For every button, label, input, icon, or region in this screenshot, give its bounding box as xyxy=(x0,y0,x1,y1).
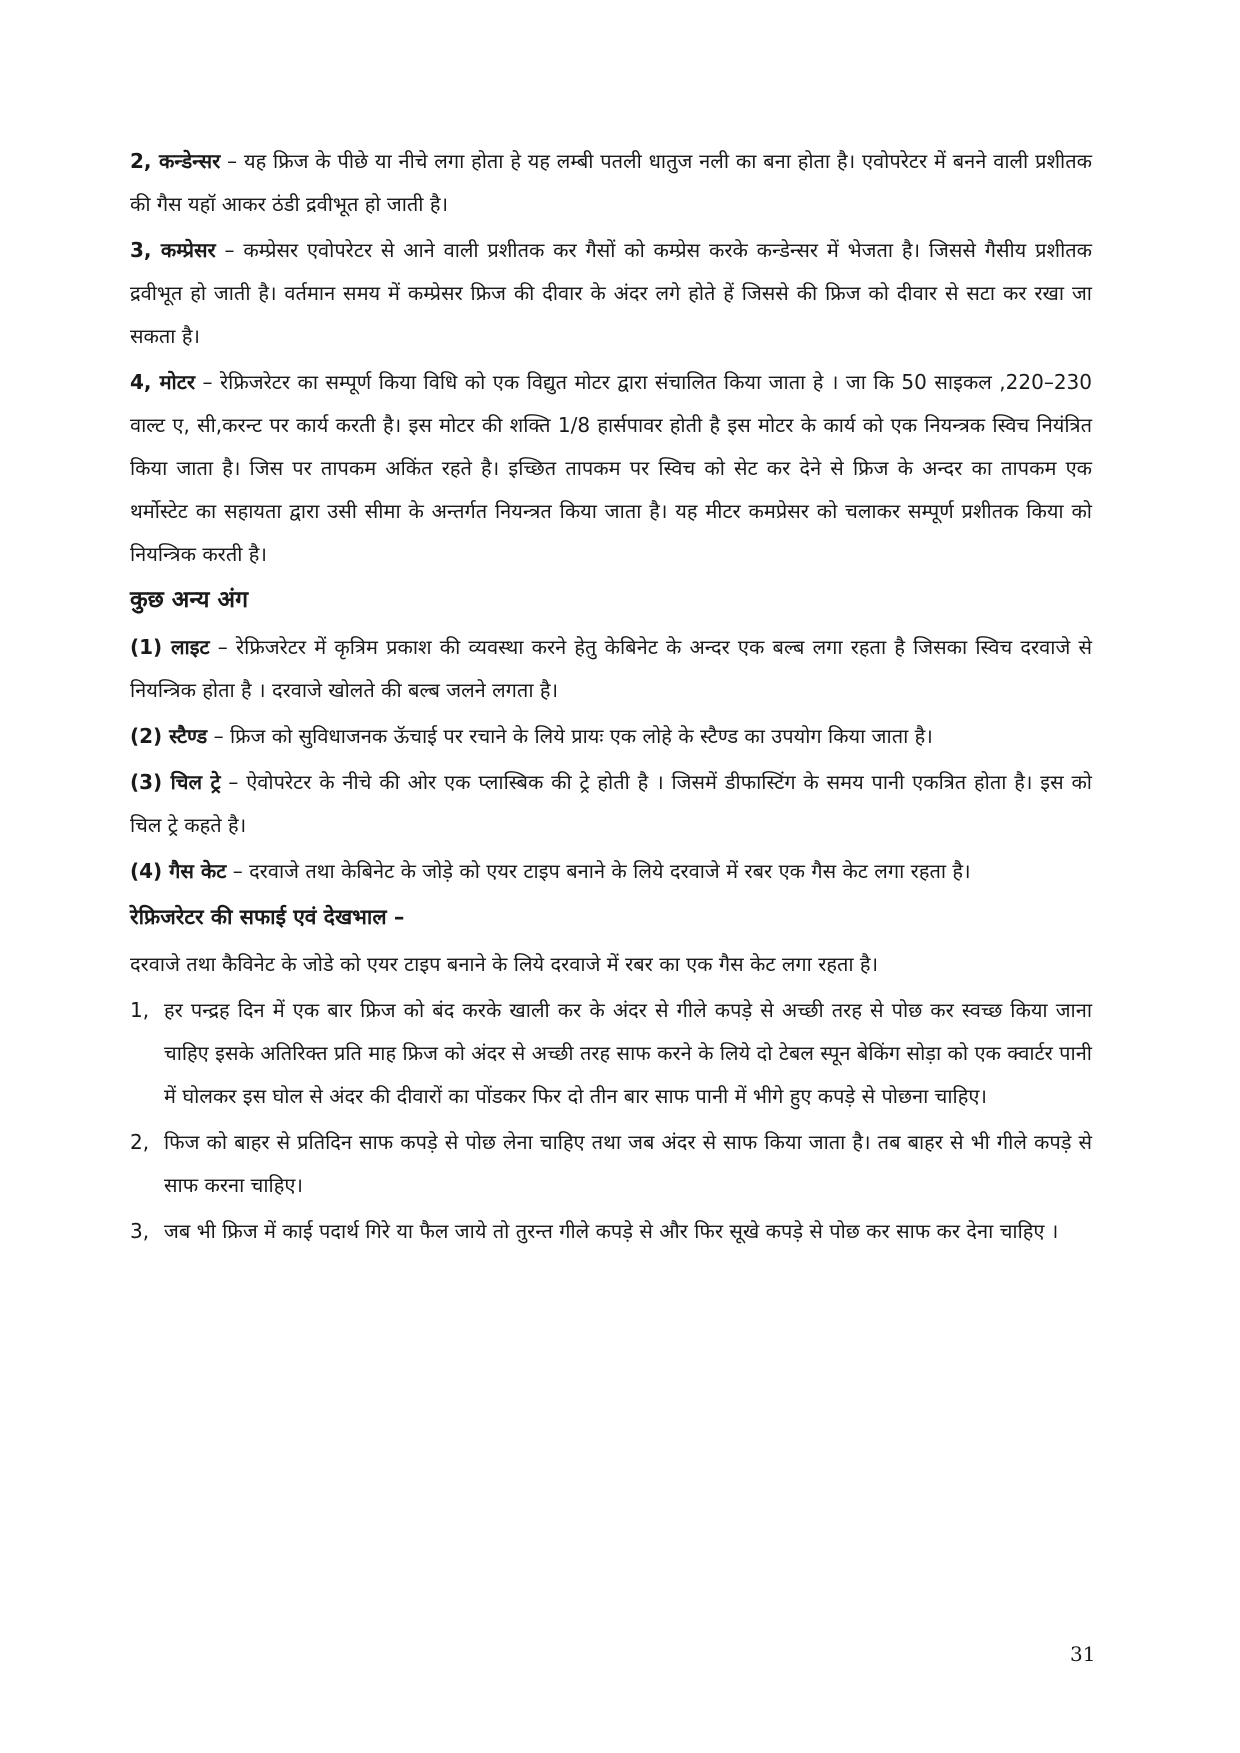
section-term: 4, मोटर xyxy=(130,370,195,394)
document-page xyxy=(130,140,1092,1256)
section-term: 2, कन्डेन्सर xyxy=(130,149,221,173)
part-gasket xyxy=(130,850,1092,893)
section-motor xyxy=(130,361,1092,576)
list-text: फिज को बाहर से प्रतिदिन साफ कपड़े से पोछ लेना चाहिए तथा जब अंदर से साफ किया जाता है। तब बाहर से भी गीले कपड़े से साफ करना चाहिए। xyxy=(164,1130,1092,1197)
part-term: (2) स्टैण्ड xyxy=(130,724,208,748)
list-text: जब भी फ्रिज में काई पदार्थ गिरे या फैल जाये तो तुरन्त गीले कपड़े से और फिर सूखे कपड़े से पोछ कर साफ कर देना चाहिए । xyxy=(164,1219,1059,1243)
care-intro: दरवाजे तथा कैविनेट के जोडे को एयर टाइप बनाने के लिये दरवाजे में रबर का एक गैस केट लगा रहता है। xyxy=(130,952,879,976)
term-separator: – xyxy=(215,238,244,262)
section-text: कम्प्रेसर एवोपरेटर से आने वाली प्रशीतक कर गैसों को कम्प्रेस करके कन्डेन्सर में भेजता है। जिससे गैसीय प्रशीतक द्रवीभूत हो जाती है। वर्तमान समय में कम्प्रेसर फ्रिज की दीवार के अंदर लगे होते हें जिससे की फ्रिज को दीवार से सटा कर रखा जा सकता है। xyxy=(130,238,1093,348)
section-text: रेफ्रिजरेटर का सम्पूर्ण किया विधि को एक विद्युत मोटर द्वारा संचालित किया जाता हे । जा कि 50 साइकल ,220–230 वाल्ट ए, सी,करन्ट पर कार्य करती है। इस मोटर की शक्ति 1/8 हार्सपावर होती है इस मोटर के कार्य को एक नियन्त्रक स्विच नियंत्रित किया जाता है। जिस पर तापकम अकिंत रहते है। इच्छित तापकम पर स्विच को सेट कर देने से फ्रिज के अन्दर का तापकम एक थर्मोस्टेट का सहायता द्वारा उसी सीमा के अन्तर्गत नियन्त्रत किया जाता है। यह मीटर कमप्रेसर को चलाकर सम्पूर्ण प्रशीतक किया को नियन्त्रिक करती है। xyxy=(130,370,1092,566)
term-separator: – xyxy=(226,859,250,883)
part-term: (4) गैस केट xyxy=(130,859,227,883)
list-number: 1, xyxy=(130,998,150,1022)
term-separator: – xyxy=(209,635,236,659)
list-number: 3, xyxy=(130,1219,150,1243)
care-list-item xyxy=(130,989,1092,1118)
section-compressor xyxy=(130,229,1092,358)
care-heading: रेफ्रिजरेटर की सफाई एवं देखभाल – xyxy=(130,905,405,929)
term-separator: – xyxy=(220,149,244,173)
other-parts-heading: कुछ अन्य अंग xyxy=(130,587,249,613)
list-number: 2, xyxy=(130,1130,150,1154)
term-separator: – xyxy=(195,370,220,394)
section-text: यह फ्रिज के पीछे या नीचे लगा होता हे यह लम्बी पतली धातुज नली का बना होता है। एवोपरेटर में बनने वाली प्रशीतक की गैस यहॉ आकर ठंडी द्रवीभूत हो जाती है। xyxy=(130,149,1092,216)
part-stand xyxy=(130,715,1092,758)
part-text: रेफ्रिजरेटर में कृत्रिम प्रकाश की व्यवस्था करने हेतु केबिनेट के अन्दर एक बल्ब लगा रहता है जिसका स्विच दरवाजे से नियन्त्रिक होता है । दरवाजे खोलते की बल्ब जलने लगता है। xyxy=(130,635,1092,702)
section-condenser xyxy=(130,140,1092,226)
part-light xyxy=(130,626,1092,712)
term-separator: – xyxy=(220,770,247,794)
care-list-item xyxy=(130,1210,1092,1253)
term-separator: – xyxy=(207,724,230,748)
part-chill-tray xyxy=(130,761,1092,847)
part-text: ऐवोपरेटर के नीचे की ओर एक प्लास्बिक की ट्रे होती है । जिसमें डीफास्टिंग के समय पानी एकत्रित होता है। इस को चिल ट्रे कहते है। xyxy=(130,770,1092,837)
part-term: (1) लाइट xyxy=(130,635,210,659)
list-text: हर पन्द्रह दिन में एक बार फ्रिज को बंद करके खाली कर के अंदर से गीले कपड़े से अच्छी तरह से पोछ कर स्वच्छ किया जाना चाहिए इसके अतिरिक्त प्रति माह फ्रिज को अंदर से अच्छी तरह साफ करने के लिये दो टेबल स्पून बेकिंग सोड़ा को एक क्वार्टर पानी में घोलकर इस घोल से अंदर की दीवारों का पोंडकर फिर दो तीन बार साफ पानी में भीगे हुए कपड़े से पोछना चाहिए। xyxy=(164,998,1092,1108)
part-text: फ्रिज को सुविधाजनक ऊॅचाई पर रचाने के लिये प्रायः एक लोहे के स्टैण्ड का उपयोग किया जाता है। xyxy=(229,724,933,748)
page-number: 31 xyxy=(1070,1642,1096,1666)
part-term: (3) चिल ट्रे xyxy=(130,770,221,794)
section-term: 3, कम्प्रेसर xyxy=(130,238,216,262)
part-text: दरवाजे तथा केबिनेट के जोड़े को एयर टाइप बनाने के लिये दरवाजे में रबर एक गैस केट लगा रहता है। xyxy=(249,859,971,883)
care-list-item xyxy=(130,1121,1092,1207)
